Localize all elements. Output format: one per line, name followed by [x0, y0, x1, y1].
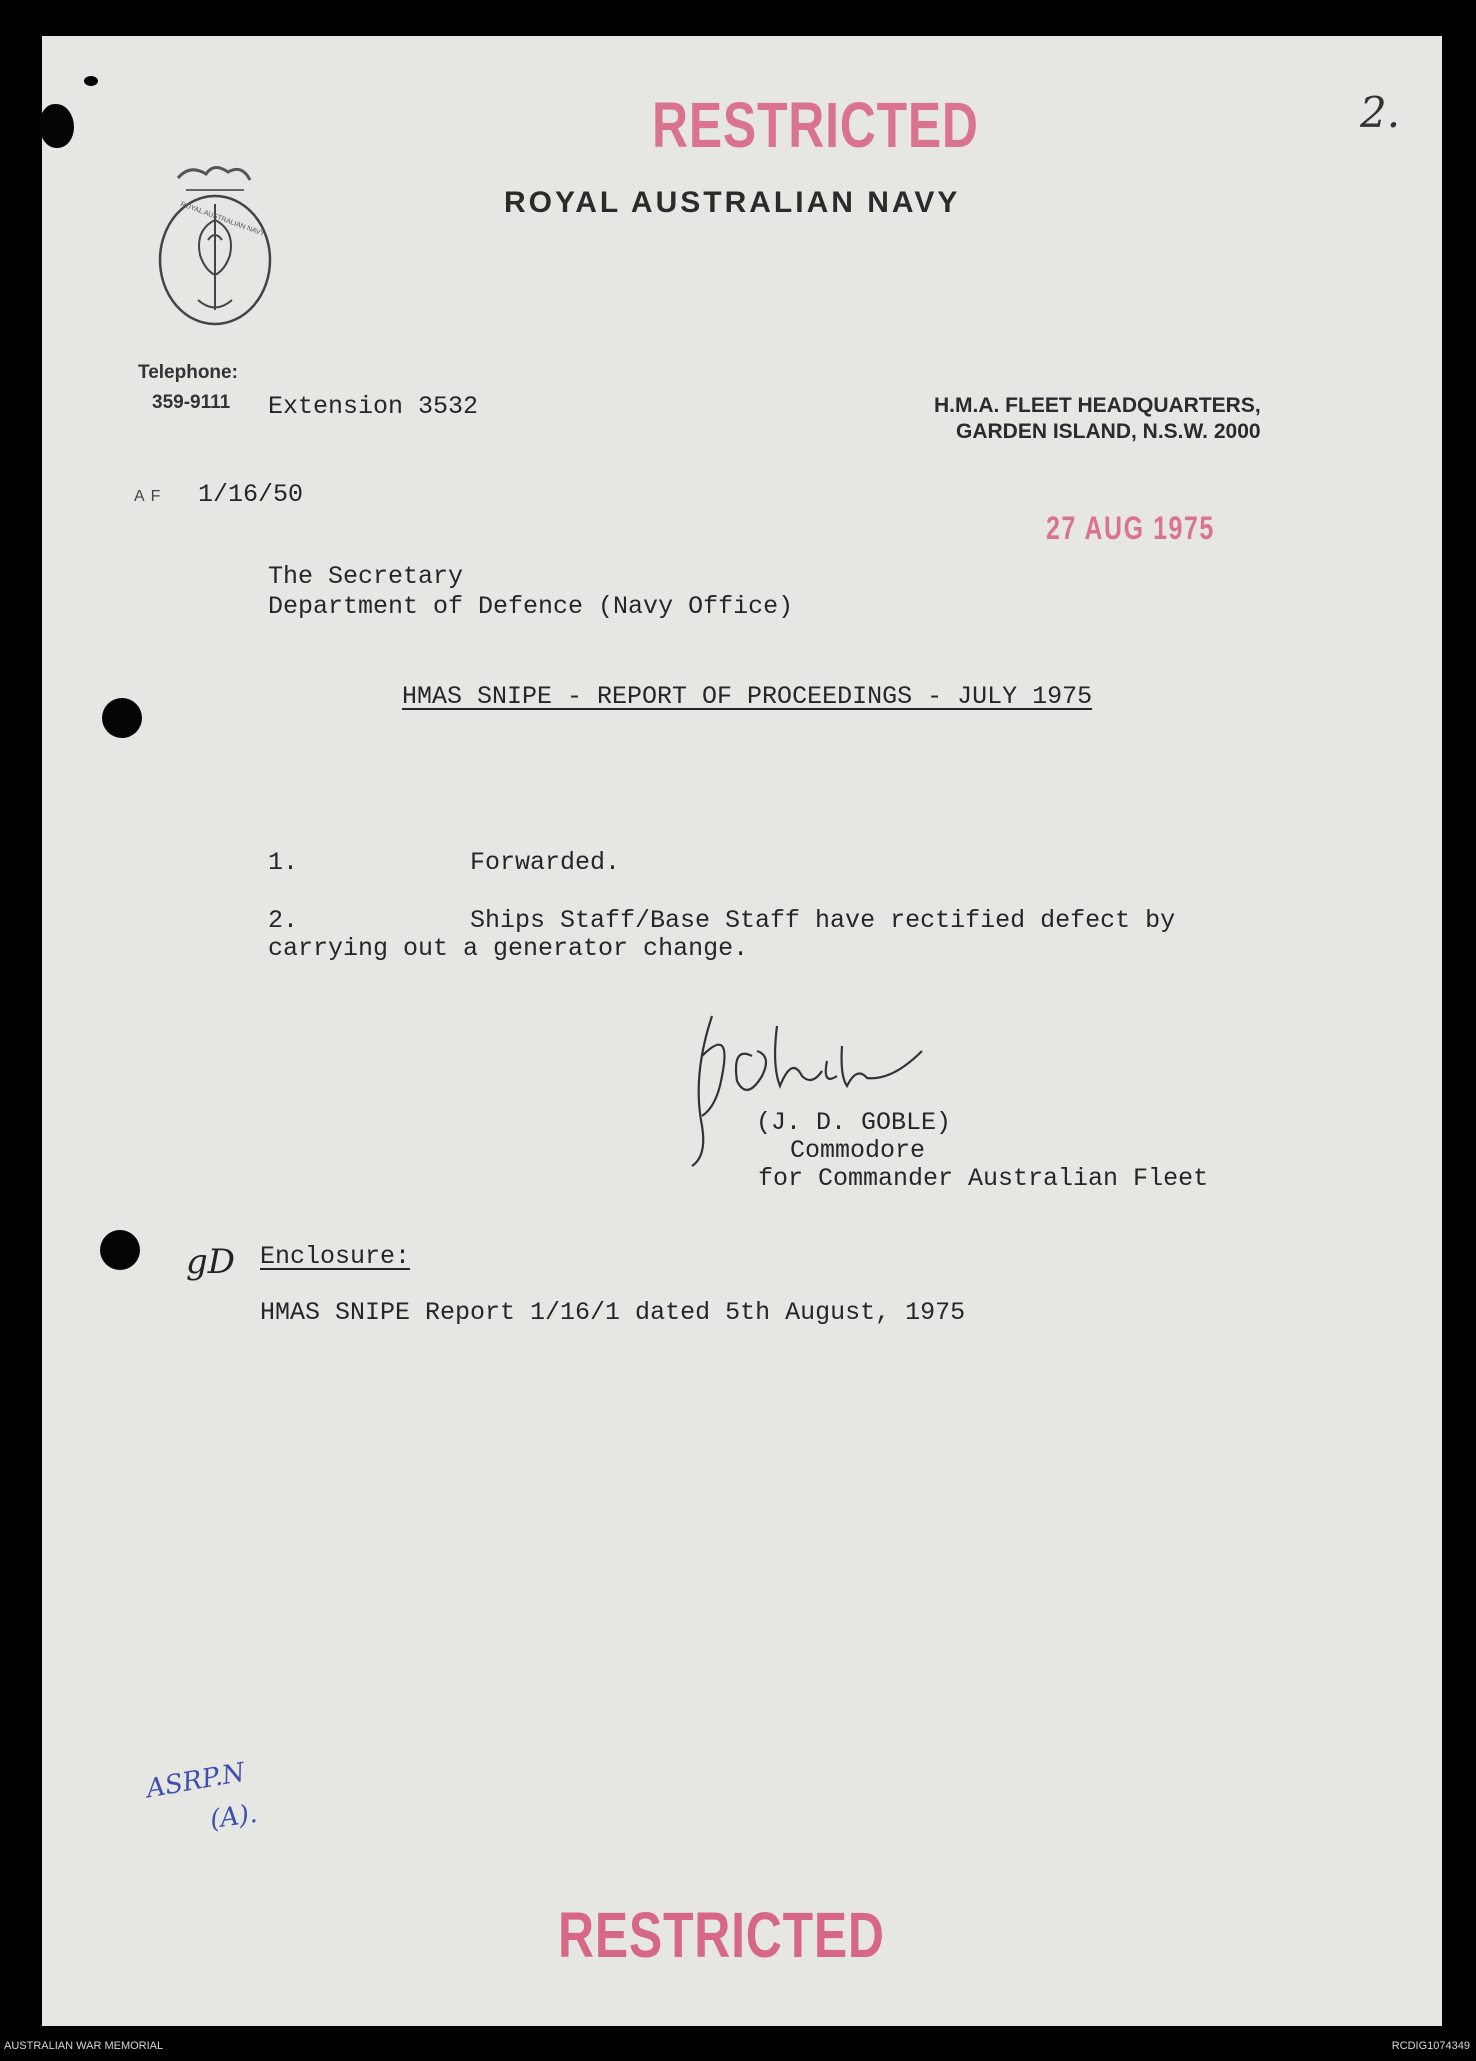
restricted-stamp-bottom: RESTRICTED [558, 1899, 885, 1971]
telephone-number: 359-9111 [152, 392, 231, 413]
addressee-line-1: The Secretary [268, 562, 464, 591]
telephone-label: Telephone: [138, 362, 238, 383]
footer-right: RCDIG1074349 [1391, 2040, 1470, 2052]
footer-left: AUSTRALIAN WAR MEMORIAL [4, 2040, 164, 2052]
subject-heading [402, 682, 1092, 711]
telephone-extension: Extension 3532 [268, 392, 479, 421]
enclosure-initials: gD [186, 1242, 236, 1282]
file-ref-prefix: AF [134, 488, 167, 505]
para-2-line-1: Ships Staff/Base Staff have rectified defect by [470, 906, 1176, 935]
navy-crest-icon [150, 160, 280, 335]
punch-hole-middle [102, 698, 142, 738]
enclosure-label-text: Enclosure: [260, 1242, 411, 1271]
restricted-stamp-top: RESTRICTED [652, 89, 979, 161]
subject-text: HMAS SNIPE - REPORT OF PROCEEDINGS - JULY 1975 [402, 682, 1093, 711]
punch-dot [84, 76, 98, 86]
punch-hole-top [40, 104, 74, 148]
punch-hole-bottom [100, 1230, 140, 1270]
signatory-name: (J. D. GOBLE) [756, 1108, 952, 1137]
address-line-2: GARDEN ISLAND, N.S.W. 2000 [956, 420, 1261, 443]
enclosure-text: HMAS SNIPE Report 1/16/1 dated 5th August, 1975 [260, 1298, 966, 1327]
document-page [42, 36, 1442, 2026]
address-line-1: H.M.A. FLEET HEADQUARTERS, [934, 394, 1261, 417]
addressee-line-2: Department of Defence (Navy Office) [268, 592, 794, 621]
signatory-rank: Commodore [790, 1136, 926, 1165]
para-1-number: 1. [268, 848, 299, 877]
para-1-text: Forwarded. [470, 848, 621, 877]
file-ref: 1/16/50 [198, 480, 304, 509]
organisation-heading: ROYAL AUSTRALIAN NAVY [504, 186, 961, 219]
signatory-role: for Commander Australian Fleet [758, 1164, 1209, 1193]
para-2-line-2: carrying out a generator change. [268, 934, 749, 963]
page-number: 2. [1360, 88, 1401, 137]
crest-text: ROYAL AUSTRALIAN NAVY [179, 200, 266, 239]
handwritten-annotation-line-2: (A). [208, 1798, 260, 1836]
para-2-number: 2. [268, 906, 299, 935]
date-stamp: 27 AUG 1975 [1046, 510, 1215, 546]
enclosure-label [260, 1242, 410, 1271]
handwritten-annotation-line-1: ASRP.N [144, 1757, 248, 1805]
